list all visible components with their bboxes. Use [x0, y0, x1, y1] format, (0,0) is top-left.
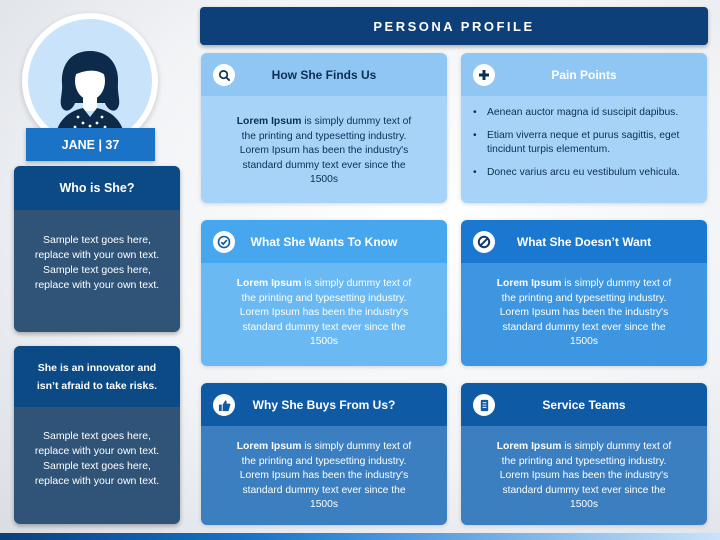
card-what-she-doesnt-want [461, 220, 707, 366]
card-title: What She Wants To Know [250, 234, 398, 249]
list-item: • Etiam viverra neque et purus sagittis, eget tincidunt turpis elementum. [473, 129, 695, 158]
card-text-body: is simply dummy text of the printing and typesetting industry. Lorem Ipsum has been the industry's standard dummy text ever since the 1500s [499, 278, 672, 347]
card-text-lead: Lorem Ipsum [496, 441, 562, 452]
card-text-body: is simply dummy text of the printing and typesetting industry. Lorem Ipsum has been the industry's standard dummy text ever since the 1500s [499, 441, 672, 510]
card-header [201, 220, 447, 263]
card-what-she-wants-to-know [201, 220, 447, 366]
innovator-heading: She is an innovator and isn’t afraid to take risks. [14, 346, 180, 407]
who-is-she-heading: Who is She? [14, 166, 180, 210]
card-title: Why She Buys From Us? [252, 397, 396, 412]
card-text-lead: Lorem Ipsum [236, 116, 302, 127]
card-text-lead: Lorem Ipsum [236, 278, 302, 289]
card-text-body: is simply dummy text of the printing and typesetting industry. Lorem Ipsum has been the industry's standard dummy text ever since the 1500s [239, 278, 412, 347]
card-text [201, 426, 447, 525]
who-is-she-card [14, 166, 180, 332]
card-header [201, 383, 447, 426]
thumbs-up-icon [213, 394, 235, 416]
card-how-she-finds-us [201, 53, 447, 203]
list-item: • Donec varius arcu eu vestibulum vehicula. [473, 166, 695, 181]
card-text-body: is simply dummy text of the printing and typesetting industry. Lorem Ipsum has been the industry's standard dummy text ever since the 1500s [239, 441, 412, 510]
innovator-card [14, 346, 180, 524]
card-header [461, 383, 707, 426]
card-text [461, 263, 707, 366]
ban-icon [473, 231, 495, 253]
card-text-lead: Lorem Ipsum [496, 278, 562, 289]
innovator-text: Sample text goes here, replace with your own text. Sample text goes here, replace with your own text. [34, 430, 160, 487]
card-pain-points [461, 53, 707, 203]
avatar-background [28, 19, 152, 143]
page-title: PERSONA PROFILE [200, 7, 708, 45]
pain-points-list [461, 96, 707, 180]
card-title: How She Finds Us [271, 67, 377, 82]
card-text-body: is simply dummy text of the printing and typesetting industry. Lorem Ipsum has been the industry's standard dummy text ever since the 1500s [239, 116, 412, 185]
search-icon [213, 64, 235, 86]
card-text [461, 96, 707, 203]
who-is-she-text: Sample text goes here, replace with your own text. Sample text goes here, replace with your own text. [34, 234, 160, 291]
card-header [461, 220, 707, 263]
list-item: • Aenean auctor magna id suscipit dapibus. [473, 106, 695, 121]
card-why-she-buys-from-us [201, 383, 447, 525]
card-title: Pain Points [551, 67, 617, 82]
card-header [461, 53, 707, 96]
card-service-teams [461, 383, 707, 525]
card-title: What She Doesn’t Want [516, 234, 652, 249]
card-text [461, 426, 707, 525]
card-title: Service Teams [542, 397, 626, 412]
persona-name-tag: JANE | 37 [26, 128, 155, 161]
card-text [201, 263, 447, 366]
card-text-lead: Lorem Ipsum [236, 441, 302, 452]
plus-icon [473, 64, 495, 86]
bottom-accent-bar [0, 533, 720, 540]
check-icon [213, 231, 235, 253]
card-header [201, 53, 447, 96]
card-text [201, 96, 447, 203]
document-icon [473, 394, 495, 416]
